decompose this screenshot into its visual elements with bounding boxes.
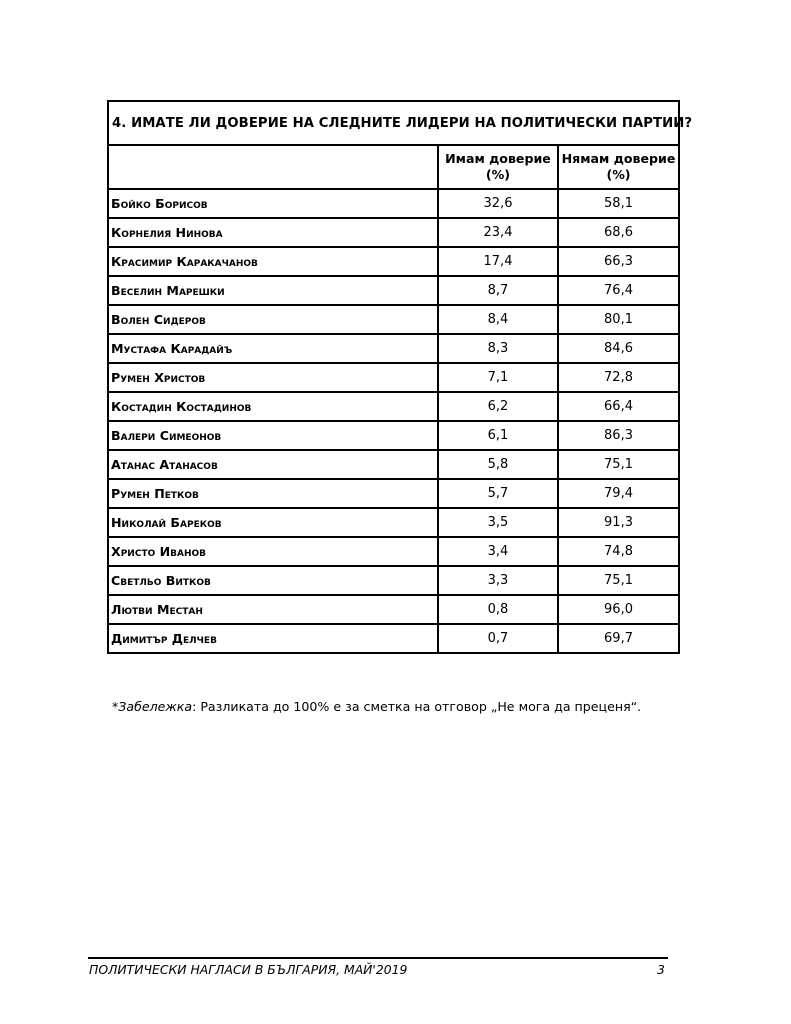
trust-value: 3,4: [438, 537, 558, 566]
no-trust-value: 76,4: [558, 276, 679, 305]
leader-name: Веселин Марешки: [108, 276, 438, 305]
table-row: [108, 218, 679, 247]
leader-name: Николай Бареков: [108, 508, 438, 537]
trust-value: 8,3: [438, 334, 558, 363]
table-title: 4. ИМАТЕ ЛИ ДОВЕРИЕ НА СЛЕДНИТЕ ЛИДЕРИ НА ПОЛИТИЧЕСКИ ПАРТИИ?: [108, 101, 679, 145]
column-header-no-trust: [558, 145, 679, 189]
no-trust-value: 86,3: [558, 421, 679, 450]
no-trust-value: 79,4: [558, 479, 679, 508]
no-trust-value: 72,8: [558, 363, 679, 392]
no-trust-value: 66,4: [558, 392, 679, 421]
trust-value: 0,8: [438, 595, 558, 624]
leader-name: Костадин Костадинов: [108, 392, 438, 421]
no-trust-value: 80,1: [558, 305, 679, 334]
leader-name: Христо Иванов: [108, 537, 438, 566]
footer-divider: [88, 957, 668, 959]
trust-value: 6,1: [438, 421, 558, 450]
column-header-trust-label: Имам доверие: [445, 151, 551, 166]
table-row: [108, 421, 679, 450]
page-number: 3: [657, 962, 665, 977]
leader-name: Бойко Борисов: [108, 189, 438, 218]
table-row: [108, 305, 679, 334]
footnote-text: : Разликата до 100% е за сметка на отговор „Не мога да преценя“.: [192, 699, 642, 714]
no-trust-value: 84,6: [558, 334, 679, 363]
trust-value: 23,4: [438, 218, 558, 247]
column-header-trust: [438, 145, 558, 189]
trust-value: 7,1: [438, 363, 558, 392]
column-header-no-trust-label: Нямам доверие: [561, 151, 676, 166]
no-trust-value: 75,1: [558, 566, 679, 595]
leader-name: Валери Симеонов: [108, 421, 438, 450]
trust-value: 3,3: [438, 566, 558, 595]
header-blank-cell: [108, 145, 438, 189]
footnote-asterisk: *: [112, 699, 119, 714]
trust-value: 32,6: [438, 189, 558, 218]
table-row: [108, 392, 679, 421]
no-trust-value: 69,7: [558, 624, 679, 653]
no-trust-value: 75,1: [558, 450, 679, 479]
leader-name: Лютви Местан: [108, 595, 438, 624]
table-row: [108, 247, 679, 276]
no-trust-value: 96,0: [558, 595, 679, 624]
trust-value: 8,7: [438, 276, 558, 305]
leader-name: Румен Петков: [108, 479, 438, 508]
trust-value: 3,5: [438, 508, 558, 537]
table-row: [108, 566, 679, 595]
leader-name: Румен Христов: [108, 363, 438, 392]
table-row: [108, 624, 679, 653]
no-trust-value: 91,3: [558, 508, 679, 537]
table-row: [108, 537, 679, 566]
table-row: [108, 189, 679, 218]
column-header-no-trust-unit: (%): [606, 167, 631, 182]
leader-name: Димитър Делчев: [108, 624, 438, 653]
table-row: [108, 595, 679, 624]
trust-value: 8,4: [438, 305, 558, 334]
leader-name: Корнелия Нинова: [108, 218, 438, 247]
trust-value: 6,2: [438, 392, 558, 421]
table-body: [108, 189, 679, 653]
trust-table: [107, 100, 693, 654]
no-trust-value: 66,3: [558, 247, 679, 276]
leader-name: Волен Сидеров: [108, 305, 438, 334]
column-header-trust-unit: (%): [485, 167, 511, 182]
table-row: [108, 479, 679, 508]
trust-value: 5,7: [438, 479, 558, 508]
table-row: [108, 276, 679, 305]
table-row: [108, 450, 679, 479]
leader-name: Светльо Витков: [108, 566, 438, 595]
trust-value: 17,4: [438, 247, 558, 276]
table-row: [108, 363, 679, 392]
leader-name: Атанас Атанасов: [108, 450, 438, 479]
leader-name: Красимир Каракачанов: [108, 247, 438, 276]
footer-title: ПОЛИТИЧЕСКИ НАГЛАСИ В БЪЛГАРИЯ, МАЙ'2019: [89, 962, 408, 977]
no-trust-value: 58,1: [558, 189, 679, 218]
footnote-label: Забележка: [118, 699, 193, 714]
no-trust-value: 74,8: [558, 537, 679, 566]
leader-name: Мустафа Карадайъ: [108, 334, 438, 363]
trust-value: 0,7: [438, 624, 558, 653]
trust-value: 5,8: [438, 450, 558, 479]
no-trust-value: 68,6: [558, 218, 679, 247]
table-row: [108, 508, 679, 537]
table-row: [108, 334, 679, 363]
footnote: [112, 699, 641, 714]
